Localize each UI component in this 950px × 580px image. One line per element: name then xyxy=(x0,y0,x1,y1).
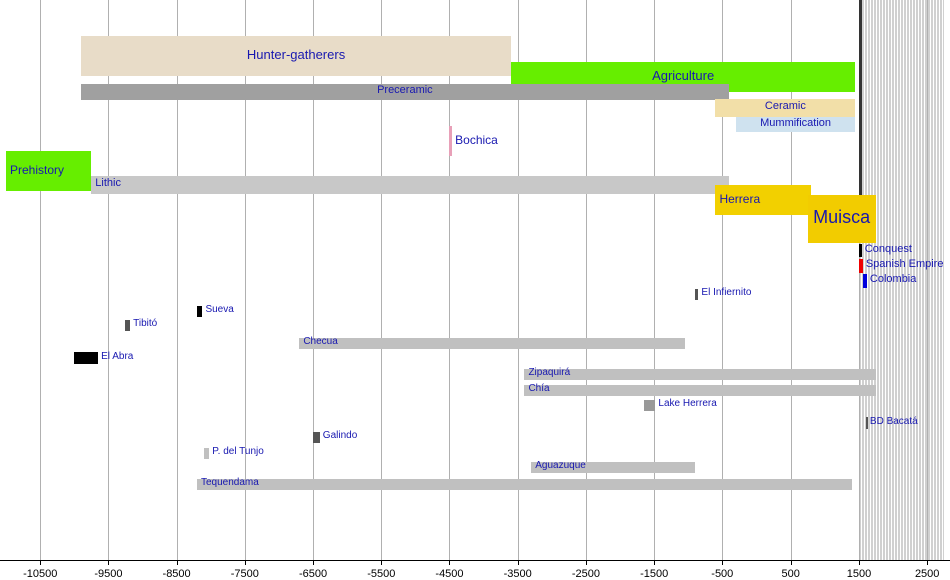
x-tick-label: -4500 xyxy=(435,568,464,580)
x-tick-label: 500 xyxy=(781,568,800,580)
timeline-bar-spanish-empire[interactable] xyxy=(859,259,863,273)
timeline-bar-label: Ceramic xyxy=(764,100,806,113)
x-tick-label: -6500 xyxy=(298,568,328,580)
x-tick xyxy=(518,560,519,565)
timeline-bar-checua[interactable] xyxy=(299,338,684,349)
timeline-bar-label: BD Bacatá xyxy=(869,415,918,427)
timeline-bar-label: Herrera xyxy=(719,191,761,206)
timeline-bar-label: Colombia xyxy=(869,273,917,286)
timeline-bar-label: Mummification xyxy=(760,116,832,129)
timeline-bar-label: Galindo xyxy=(322,430,358,442)
timeline-bar-label: Preceramic xyxy=(377,84,433,97)
gridline xyxy=(40,0,41,560)
x-tick-label: -2500 xyxy=(571,568,600,580)
x-tick xyxy=(313,560,314,565)
timeline-bar-bd-bacata[interactable] xyxy=(866,417,868,429)
x-tick-label: -8500 xyxy=(162,568,191,580)
x-tick-label: -9500 xyxy=(94,568,123,580)
timeline-bar-chia[interactable] xyxy=(524,385,875,396)
x-tick xyxy=(654,560,655,565)
timeline-bar-label: P. del Tunjo xyxy=(212,446,264,458)
x-tick-label: -500 xyxy=(711,568,734,580)
timeline-bar-zipaquira[interactable] xyxy=(524,369,875,380)
x-tick xyxy=(177,560,178,565)
x-tick xyxy=(791,560,792,565)
x-tick-label: -5500 xyxy=(367,568,396,580)
x-tick xyxy=(381,560,382,565)
timeline-bar-label: Prehistory xyxy=(10,162,65,177)
x-tick xyxy=(927,560,928,565)
timeline-bar-label: Muisca xyxy=(813,206,871,227)
x-tick xyxy=(40,560,41,565)
x-tick xyxy=(245,560,246,565)
x-tick-label: -10500 xyxy=(23,568,58,580)
timeline-bar-label: Agriculture xyxy=(652,67,715,83)
timeline-bar-label: Spanish Empire xyxy=(865,258,944,271)
x-tick xyxy=(586,560,587,565)
timeline-bar-lithic[interactable] xyxy=(91,176,729,194)
x-tick xyxy=(108,560,109,565)
timeline-bar-label: Sueva xyxy=(205,304,234,316)
timeline-bar-lake-herrera[interactable] xyxy=(644,400,656,411)
conquest-marker-line xyxy=(859,0,862,200)
timeline-bar-label: Aguazuque xyxy=(535,460,586,472)
timeline-bar-label: Lake Herrera xyxy=(658,398,717,410)
timeline-bar-colombia[interactable] xyxy=(863,274,867,288)
x-tick-label: -1500 xyxy=(640,568,669,580)
x-axis xyxy=(0,560,950,561)
timeline-bar-label: El Abra xyxy=(101,350,134,362)
timeline-bar-label: Chía xyxy=(528,383,550,395)
timeline-bar-sueva[interactable] xyxy=(197,306,202,317)
x-tick-label: 2500 xyxy=(914,568,940,580)
timeline-bar-bochica[interactable] xyxy=(449,126,452,156)
x-tick xyxy=(449,560,450,565)
timeline-bar-label: Tibitó xyxy=(133,318,158,330)
timeline-bar-label: Bochica xyxy=(455,132,498,147)
timeline-bar-conquest[interactable] xyxy=(859,244,862,257)
timeline-bar-el-abra[interactable] xyxy=(74,352,98,364)
timeline-bar-galindo[interactable] xyxy=(313,432,320,443)
x-tick-label: -7500 xyxy=(230,568,259,580)
timeline-bar-label: Zipaquirá xyxy=(528,367,571,379)
x-tick xyxy=(722,560,723,565)
x-tick-label: -3500 xyxy=(503,568,532,580)
gridline-minor xyxy=(943,0,944,560)
timeline-bar-el-infiernito[interactable] xyxy=(695,289,698,300)
timeline-bar-p-del-tunjo[interactable] xyxy=(204,448,209,459)
timeline-bar-label: Hunter-gatherers xyxy=(246,46,346,62)
x-tick-label: 1500 xyxy=(846,568,872,580)
timeline-bar-label: Conquest xyxy=(864,242,912,255)
timeline-bar-label: El Infiernito xyxy=(701,287,752,299)
timeline-bar-tibito[interactable] xyxy=(125,320,130,331)
timeline-bar-label: Tequendama xyxy=(201,477,259,489)
timeline-bar-tequendama[interactable] xyxy=(197,479,852,490)
x-tick xyxy=(859,560,860,565)
timeline-bar-label: Lithic xyxy=(95,177,121,190)
timeline-bar-label: Checua xyxy=(303,336,338,348)
